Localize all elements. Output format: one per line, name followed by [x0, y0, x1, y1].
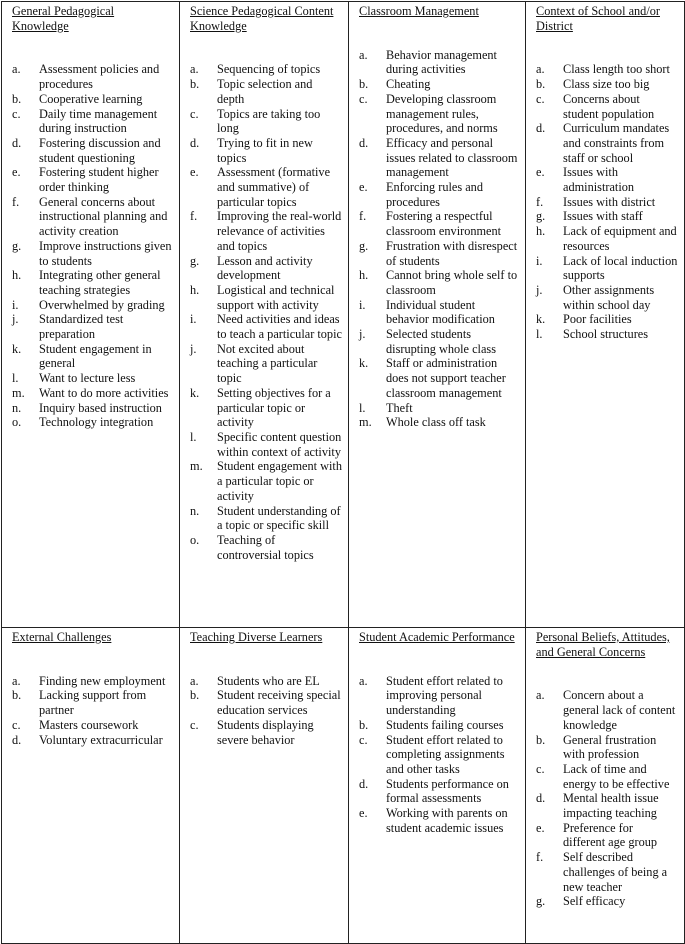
category-title: Teaching Diverse Learners [190, 630, 323, 644]
item-letter: f. [536, 850, 544, 865]
item-text: Student engagement with a particular topic or activity [217, 459, 342, 503]
item-text: Class length too short [563, 62, 670, 77]
item-letter: a. [359, 47, 368, 62]
category-item [190, 62, 342, 77]
item-letter: j. [190, 341, 197, 356]
item-text: Setting objectives for a particular topic or activity [217, 385, 331, 430]
item-text: Efficacy and personal issues related to classroom management [386, 135, 518, 180]
category-item [536, 894, 678, 909]
category-item [536, 92, 678, 121]
item-text: Lesson and activity development [217, 253, 313, 283]
category-item [536, 165, 678, 194]
category-cell [349, 628, 526, 944]
item-text: Improving the real-world relevance of activities and topics [217, 209, 342, 253]
item-text: Technology integration [39, 415, 154, 430]
item-text: Students displaying severe behavior [217, 717, 314, 747]
category-item-list [359, 674, 519, 836]
item-text: Student receiving special education services [217, 688, 341, 718]
item-letter: d. [359, 776, 369, 791]
item-letter: b. [359, 77, 369, 92]
item-text: Fostering discussion and student questioning [39, 135, 161, 165]
category-item [12, 733, 173, 748]
item-text: Student understanding of a topic or specific skill [217, 503, 341, 533]
item-letter: a. [12, 62, 21, 77]
category-item [12, 298, 173, 313]
item-text: General concerns about instructional planning and activity creation [39, 194, 168, 239]
item-letter: e. [359, 806, 368, 821]
category-item-list [359, 48, 519, 430]
item-letter: c. [12, 106, 21, 121]
category-item [12, 195, 173, 239]
item-letter: f. [12, 194, 20, 209]
item-text: Cannot bring whole self to classroom [386, 268, 518, 297]
category-item [536, 733, 678, 762]
category-item [359, 136, 519, 180]
category-item [12, 401, 173, 416]
category-item [190, 342, 342, 386]
item-text: Preference for different age group [563, 820, 658, 850]
item-text: Standardized test preparation [39, 312, 124, 342]
item-letter: m. [359, 415, 372, 430]
item-text: Specific content question within context of activity [217, 429, 342, 459]
item-text: Lack of local induction supports [563, 253, 678, 283]
category-item [359, 415, 519, 430]
category-item [536, 850, 678, 894]
category-item [12, 62, 173, 91]
item-text: Working with parents on student academic issues [386, 806, 508, 835]
category-cell [349, 2, 526, 628]
item-letter: a. [12, 673, 21, 688]
item-letter: b. [359, 717, 369, 732]
item-letter: h. [536, 224, 546, 239]
item-text: Overwhelmed by grading [39, 297, 165, 312]
item-letter: f. [359, 209, 367, 224]
category-item [359, 718, 519, 733]
item-text: Students failing courses [386, 717, 504, 732]
item-letter: l. [12, 371, 19, 386]
category-item [190, 688, 342, 717]
item-text: Poor facilities [563, 312, 632, 327]
item-text: Assessment policies and procedures [39, 62, 160, 92]
item-letter: l. [190, 429, 197, 444]
item-letter: d. [12, 135, 22, 150]
category-item [536, 209, 678, 224]
category-item [359, 777, 519, 806]
item-letter: h. [359, 268, 369, 283]
category-item [12, 342, 173, 371]
category-item [536, 195, 678, 210]
item-text: Cooperative learning [39, 91, 143, 106]
item-letter: h. [190, 282, 200, 297]
item-text: Student effort related to completing assignments and other tasks [386, 732, 505, 776]
item-letter: l. [359, 400, 366, 415]
category-item [190, 209, 342, 253]
item-letter: l. [536, 327, 543, 342]
category-item [12, 371, 173, 386]
item-letter: o. [190, 532, 200, 547]
item-text: Trying to fit in new topics [217, 135, 313, 165]
item-letter: c. [536, 91, 545, 106]
item-letter: b. [536, 732, 546, 747]
category-table-body [2, 2, 685, 944]
category-item [536, 62, 678, 77]
item-text: Student effort related to improving personal understanding [386, 673, 503, 718]
item-text: Teaching of controversial topics [217, 532, 314, 562]
item-letter: c. [536, 761, 545, 776]
item-letter: c. [190, 717, 199, 732]
category-item [536, 77, 678, 92]
category-item [190, 283, 342, 312]
item-letter: b. [190, 77, 200, 92]
item-letter: b. [190, 688, 200, 703]
item-letter: k. [359, 356, 369, 371]
item-text: Whole class off task [386, 415, 486, 430]
item-letter: m. [12, 385, 25, 400]
item-letter: j. [359, 327, 366, 342]
item-letter: b. [536, 77, 546, 92]
item-letter: e. [536, 165, 545, 180]
category-item [359, 327, 519, 356]
category-cell [180, 628, 349, 944]
item-text: Voluntary extracurricular [39, 732, 163, 747]
item-text: Masters coursework [39, 717, 139, 732]
category-item [359, 806, 519, 835]
item-text: Lack of equipment and resources [563, 224, 677, 253]
category-item [359, 733, 519, 777]
item-letter: a. [536, 688, 545, 703]
category-title: Student Academic Performance [359, 630, 515, 644]
category-item [536, 312, 678, 327]
category-item [190, 77, 342, 106]
category-item-list [12, 62, 173, 430]
category-title: Personal Beliefs, Attitudes, and General Concerns [536, 630, 670, 659]
category-title: External Challenges [12, 630, 112, 644]
category-item [536, 791, 678, 820]
item-letter: b. [12, 688, 22, 703]
item-letter: a. [359, 673, 368, 688]
item-text: Self efficacy [563, 894, 626, 909]
item-text: Fostering student higher order thinking [39, 165, 159, 195]
category-item [359, 401, 519, 416]
item-text: Curriculum mandates and constraints from staff or school [563, 121, 670, 165]
item-text: Students who are EL [217, 673, 320, 688]
category-item [12, 718, 173, 733]
category-item [190, 165, 342, 209]
item-letter: j. [12, 312, 19, 327]
item-letter: n. [190, 503, 200, 518]
item-letter: g. [359, 238, 369, 253]
item-letter: o. [12, 415, 22, 430]
item-letter: d. [536, 121, 546, 136]
item-text: General frustration with profession [563, 732, 657, 762]
item-text: Want to lecture less [39, 371, 136, 386]
category-item-list [536, 62, 678, 341]
category-item [12, 386, 173, 401]
category-item [536, 327, 678, 342]
item-letter: c. [359, 91, 368, 106]
item-letter: m. [190, 459, 203, 474]
category-cell [2, 2, 180, 628]
item-text: Concern about a general lack of content knowledge [563, 688, 676, 732]
category-item [359, 77, 519, 92]
category-item [190, 107, 342, 136]
item-text: Not excited about teaching a particular topic [217, 341, 318, 386]
category-item [190, 504, 342, 533]
item-text: Lack of time and energy to be effective [563, 761, 670, 791]
category-item [359, 48, 519, 77]
category-cell [526, 2, 685, 628]
category-item [536, 762, 678, 791]
category-item [12, 239, 173, 268]
category-item [12, 688, 173, 717]
item-text: Integrating other general teaching strategies [39, 268, 161, 297]
item-letter: b. [12, 91, 22, 106]
category-item [536, 821, 678, 850]
category-item [536, 224, 678, 253]
item-letter: c. [190, 106, 199, 121]
category-title: Context of School and/or District [536, 4, 660, 33]
item-letter: d. [190, 135, 200, 150]
category-item [12, 107, 173, 136]
category-item [359, 239, 519, 268]
item-letter: k. [190, 385, 200, 400]
item-text: Fostering a respectful classroom environment [386, 209, 502, 239]
item-letter: d. [12, 732, 22, 747]
item-text: Topics are taking too long [217, 106, 321, 136]
item-text: Issues with staff [563, 209, 643, 224]
item-text: Staff or administration does not support teacher classroom management [386, 356, 506, 400]
item-text: Assessment (formative and summative) of particular topics [217, 165, 331, 209]
item-text: Issues with district [563, 194, 656, 209]
item-text: Behavior management during activities [386, 47, 497, 77]
item-letter: a. [536, 62, 545, 77]
item-text: Lacking support from partner [39, 688, 147, 718]
item-text: Other assignments within school day [563, 282, 655, 312]
item-letter: h. [12, 268, 22, 283]
category-cell [526, 628, 685, 944]
category-item [190, 254, 342, 283]
item-letter: d. [359, 135, 369, 150]
category-item [190, 459, 342, 503]
category-cell [180, 2, 349, 628]
category-item [359, 298, 519, 327]
category-item-list [536, 688, 678, 909]
category-item [12, 268, 173, 297]
category-item [536, 688, 678, 732]
category-item [190, 674, 342, 689]
category-item [190, 718, 342, 747]
category-item [359, 92, 519, 136]
item-letter: e. [190, 165, 199, 180]
category-item [190, 386, 342, 430]
category-item [12, 312, 173, 341]
category-item [359, 356, 519, 400]
item-text: Student engagement in general [39, 341, 152, 371]
item-text: Topic selection and depth [217, 77, 313, 106]
item-letter: i. [359, 297, 366, 312]
category-item [12, 674, 173, 689]
item-text: Frustration with disrespect of students [386, 238, 518, 268]
category-item [190, 533, 342, 562]
item-letter: k. [536, 312, 546, 327]
category-title: General Pedagogical Knowledge [12, 4, 115, 33]
category-title: Classroom Management [359, 4, 479, 18]
item-text: Individual student behavior modification [386, 297, 495, 327]
item-letter: k. [12, 341, 22, 356]
item-letter: a. [190, 62, 199, 77]
table-row [2, 2, 685, 628]
category-item [12, 92, 173, 107]
item-text: Inquiry based instruction [39, 400, 162, 415]
item-letter: g. [190, 253, 200, 268]
category-item [190, 430, 342, 459]
item-letter: d. [536, 791, 546, 806]
item-text: Students performance on formal assessments [386, 776, 509, 806]
item-text: Developing classroom management rules, procedures, and norms [386, 91, 498, 136]
item-text: Issues with administration [563, 165, 635, 195]
item-text: Self described challenges of being a new teacher [563, 850, 668, 894]
item-letter: a. [190, 673, 199, 688]
category-item [12, 136, 173, 165]
item-text: Finding new employment [39, 673, 166, 688]
item-text: Class size too big [563, 77, 650, 92]
item-letter: g. [536, 209, 546, 224]
category-item [12, 165, 173, 194]
item-text: Cheating [386, 77, 431, 92]
category-cell [2, 628, 180, 944]
item-text: Selected students disrupting whole class [386, 327, 496, 356]
item-letter: g. [12, 238, 22, 253]
category-item [190, 312, 342, 341]
item-letter: c. [359, 732, 368, 747]
item-text: Need activities and ideas to teach a particular topic [217, 312, 342, 342]
category-item-list [190, 674, 342, 748]
table-row [2, 628, 685, 944]
category-item-list [190, 62, 342, 562]
item-letter: f. [536, 194, 544, 209]
category-table [1, 1, 685, 944]
item-text: School structures [563, 327, 649, 342]
category-item [536, 254, 678, 283]
item-letter: i. [12, 297, 19, 312]
category-item [536, 283, 678, 312]
item-text: Daily time management during instruction [39, 106, 158, 136]
category-item [12, 415, 173, 430]
item-letter: j. [536, 282, 543, 297]
item-text: Logistical and technical support with activity [217, 282, 335, 312]
item-letter: i. [190, 312, 197, 327]
item-text: Concerns about student population [563, 91, 655, 121]
category-item [359, 209, 519, 238]
category-item [359, 180, 519, 209]
item-letter: e. [536, 820, 545, 835]
item-text: Enforcing rules and procedures [386, 180, 483, 209]
category-item [359, 674, 519, 718]
item-text: Improve instructions given to students [39, 238, 172, 268]
item-letter: e. [359, 180, 368, 195]
item-text: Want to do more activities [39, 385, 169, 400]
item-letter: f. [190, 209, 198, 224]
category-item [536, 121, 678, 165]
item-letter: n. [12, 400, 22, 415]
item-letter: g. [536, 894, 546, 909]
item-letter: c. [12, 717, 21, 732]
item-text: Theft [386, 400, 413, 415]
item-text: Mental health issue impacting teaching [563, 791, 659, 821]
item-letter: i. [536, 253, 543, 268]
category-item [359, 268, 519, 297]
item-text: Sequencing of topics [217, 62, 321, 77]
category-title: Science Pedagogical Content Knowledge [190, 4, 334, 33]
category-item [190, 136, 342, 165]
category-item-list [12, 674, 173, 748]
item-letter: e. [12, 165, 21, 180]
